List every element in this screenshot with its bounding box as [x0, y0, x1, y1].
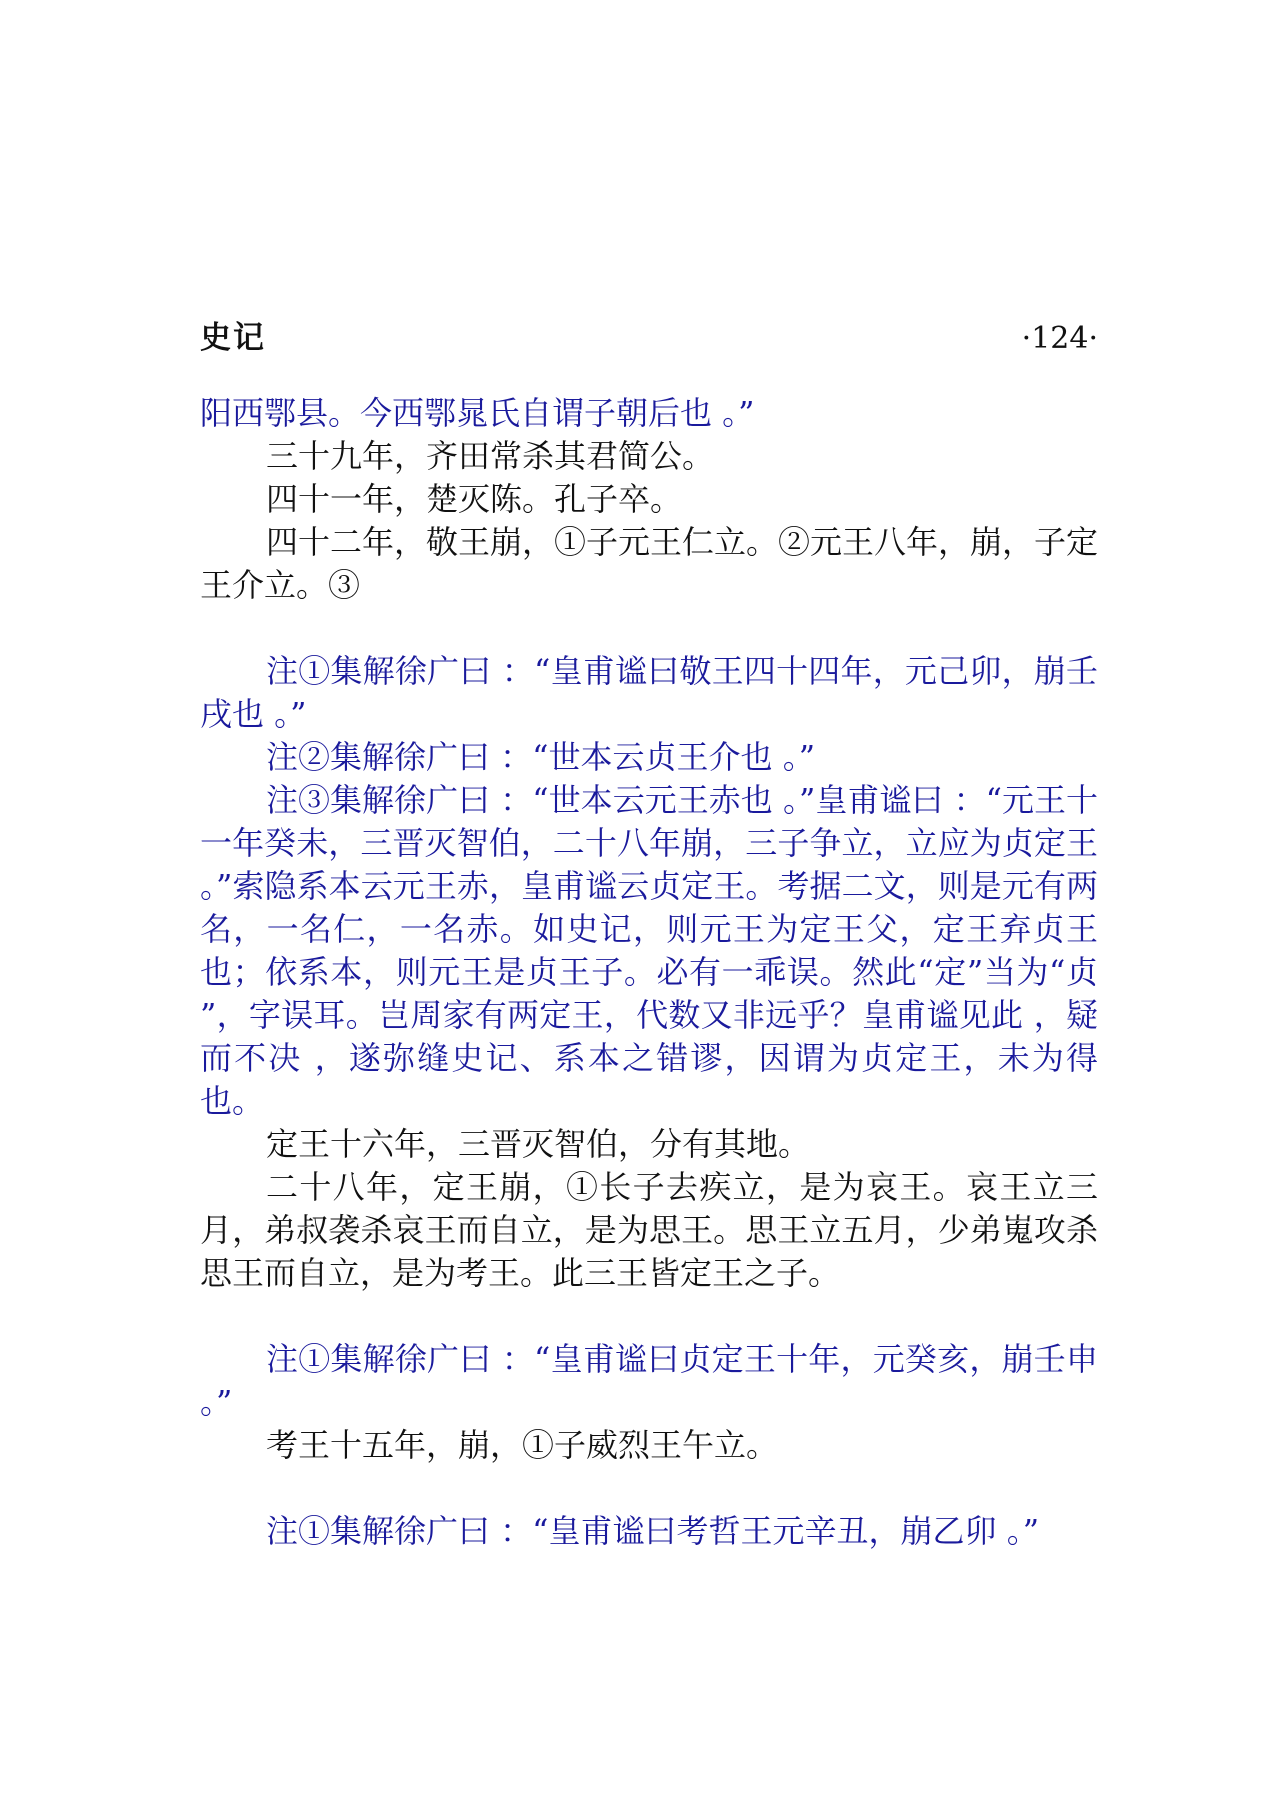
main-paragraph: 二十八年，定王崩，①长子去疾立，是为哀王。哀王立三月，弟叔袭杀哀王而自立，是为思王。思王立五月，少弟嵬攻杀思王而自立，是为考王。此三王皆定王之子。	[200, 1168, 1098, 1292]
annotation-paragraph: 注②集解徐广曰 ：“世本云贞王介也 。”	[266, 738, 816, 776]
main-paragraph: 四十一年，楚灭陈。孔子卒。	[266, 480, 683, 518]
page-body	[200, 392, 1098, 1553]
annotation-paragraph: 注①集解徐广曰 ：“皇甫谧曰贞定王十年，元癸亥，崩壬申 。”	[200, 1340, 1098, 1421]
paragraph-gap	[200, 1467, 1098, 1510]
book-title: 史记	[200, 320, 266, 356]
main-paragraph: 四十二年，敬王崩，①子元王仁立。②元王八年，崩，子定王介立。③	[200, 523, 1099, 604]
paragraph-gap	[200, 1295, 1098, 1338]
main-paragraph: 定王十六年，三晋灭智伯，分有其地。	[266, 1125, 811, 1163]
note-continuation: 阳西鄂县。今西鄂晁氏自谓子朝后也 。”	[200, 394, 755, 432]
main-paragraph: 考王十五年，崩，①子威烈王午立。	[266, 1426, 779, 1464]
main-paragraph: 三十九年，齐田常杀其君简公。	[266, 437, 715, 475]
page-header	[200, 312, 1098, 357]
annotation-paragraph: 注①集解徐广曰 ：“皇甫谧曰敬王四十四年，元己卯，崩壬戌也 。”	[200, 652, 1098, 733]
annotation-paragraph: 注①集解徐广曰 ：“皇甫谧曰考哲王元辛丑，崩乙卯 。”	[266, 1512, 1040, 1550]
annotation-paragraph: 注③集解徐广曰 ：“世本云元王赤也 。”皇甫谧曰 ：“元王十一年癸未，三晋灭智伯，二十八年崩，三子争立，立应为贞定王 。”索隐系本云元王赤，皇甫谧云贞定王。考据二文，则是元有两名，一名仁，一名赤。如史记，则元王为定王父，定王弃贞王也；依系本，则元王是贞王子。必有一乖误。然此“定”当为“贞 ”，字误耳。岂周家有两定王，代数又非远乎？皇甫谧见此 ，疑而不决 ，遂弥缝史记、系本之错谬，因谓为贞定王，未为得也。	[200, 781, 1098, 1120]
paragraph-gap	[200, 607, 1098, 650]
page-number: ·124·	[1021, 321, 1098, 356]
